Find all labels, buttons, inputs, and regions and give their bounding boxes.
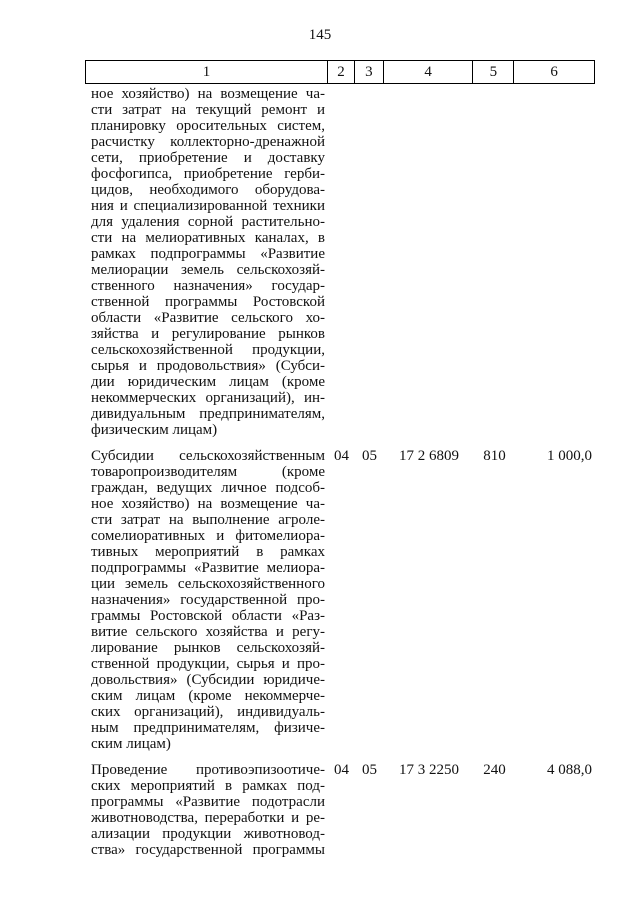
row-expense-type-code: 240 <box>483 762 506 778</box>
description-line: ственной продукции, сырья и про- <box>91 656 325 672</box>
row-amount: 4 088,0 <box>547 762 592 778</box>
description-line: ских мероприятий в рамках под- <box>91 778 325 794</box>
description-line: сомелиоративных и фитомелиора- <box>91 528 325 544</box>
table-body <box>85 86 595 858</box>
description-line: дии юридическим лицам (кроме <box>91 374 325 390</box>
description-line: сельскохозяйственной продукции, <box>91 342 325 358</box>
table-row <box>85 762 595 858</box>
table-header-row <box>85 60 595 84</box>
row-subsection-code <box>355 86 384 438</box>
description-line: сти на мелиоративных каналах, в <box>91 230 325 246</box>
description-line: программы «Развитие подотрасли <box>91 794 325 810</box>
row-section-code <box>328 86 355 438</box>
row-amount: 1 000,0 <box>547 448 592 464</box>
description-line: планировку оросительных систем, <box>91 118 325 134</box>
row-target-item-code: 17 3 2250 <box>399 762 459 778</box>
row-subsection-code: 05 <box>362 448 377 464</box>
column-header-3: 3 <box>355 61 384 83</box>
description-line: ным предпринимателям, физиче- <box>91 720 325 736</box>
page-number: 145 <box>308 27 332 43</box>
description-line: ским лицам) <box>91 736 171 752</box>
table-row <box>85 86 595 438</box>
column-header-1: 1 <box>86 61 328 83</box>
row-section-code: 04 <box>334 762 349 778</box>
column-header-5: 5 <box>473 61 514 83</box>
column-header-4: 4 <box>384 61 474 83</box>
description-line: фосфогипса, приобретение герби- <box>91 166 325 182</box>
description-line: физическим лицам) <box>91 422 218 438</box>
description-line: довольствия» (Субсидии юридиче- <box>91 672 325 688</box>
description-line: подпрограммы «Развитие мелиора- <box>91 560 325 576</box>
table-row <box>85 448 595 752</box>
description-line: сырья и продовольствия» (Субси- <box>91 358 325 374</box>
description-line: витие сельского хозяйства и регу- <box>91 624 325 640</box>
description-line: ства» государственной программы <box>91 842 325 858</box>
description-line: рамках подпрограммы «Развитие <box>91 246 325 262</box>
description-line: дивидуальным предпринимателям, <box>91 406 325 422</box>
description-line: Проведение противоэпизоотиче- <box>91 762 325 778</box>
description-line: лирование рынков сельскохозяй- <box>91 640 325 656</box>
description-line: для удаления сорной растительно- <box>91 214 325 230</box>
description-line: ским лицам (кроме некоммерче- <box>91 688 325 704</box>
description-line: ния и специализированной техники <box>91 198 325 214</box>
description-line: ственной программы Ростовской <box>91 294 325 310</box>
description-line: зяйства и регулирование рынков <box>91 326 325 342</box>
row-subsection-code: 05 <box>362 762 377 778</box>
row-description <box>85 448 328 752</box>
description-line: тивных мероприятий в рамках <box>91 544 325 560</box>
column-header-6: 6 <box>550 63 558 80</box>
description-line: ции земель сельскохозяйственного <box>91 576 325 592</box>
description-line: сети, приобретение и доставку <box>91 150 325 166</box>
description-line: животноводства, переработки и ре- <box>91 810 325 826</box>
description-line: ских организаций), индивидуаль- <box>91 704 325 720</box>
description-line: граждан, ведущих личное подсоб- <box>91 480 325 496</box>
description-line: Субсидии сельскохозяйственным <box>91 448 325 464</box>
row-description <box>85 86 328 438</box>
description-line: ное хозяйство) на возмещение ча- <box>91 496 325 512</box>
column-header-2: 2 <box>328 61 355 83</box>
description-line: граммы Ростовской области «Раз- <box>91 608 325 624</box>
description-line: области «Развитие сельского хо- <box>91 310 325 326</box>
row-expense-type-code <box>474 86 515 438</box>
description-line: ное хозяйство) на возмещение ча- <box>91 86 325 102</box>
row-amount <box>515 86 595 438</box>
row-target-item-code: 17 2 6809 <box>399 448 459 464</box>
description-line: назначения» государственной про- <box>91 592 325 608</box>
row-description <box>85 762 328 858</box>
description-line: ственного назначения» государ- <box>91 278 325 294</box>
description-line: некоммерческих организаций), ин- <box>91 390 325 406</box>
description-line: мелиорации земель сельскохозяй- <box>91 262 325 278</box>
row-target-item-code <box>384 86 474 438</box>
row-section-code: 04 <box>334 448 349 464</box>
description-line: сти затрат на текущий ремонт и <box>91 102 325 118</box>
description-line: ализации продукции животновод- <box>91 826 325 842</box>
description-line: сти затрат на выполнение агроле- <box>91 512 325 528</box>
description-line: цидов, необходимого оборудова- <box>91 182 325 198</box>
description-line: товаропроизводителям (кроме <box>91 464 325 480</box>
row-expense-type-code: 810 <box>483 448 506 464</box>
description-line: расчистку коллекторно-дренажной <box>91 134 325 150</box>
